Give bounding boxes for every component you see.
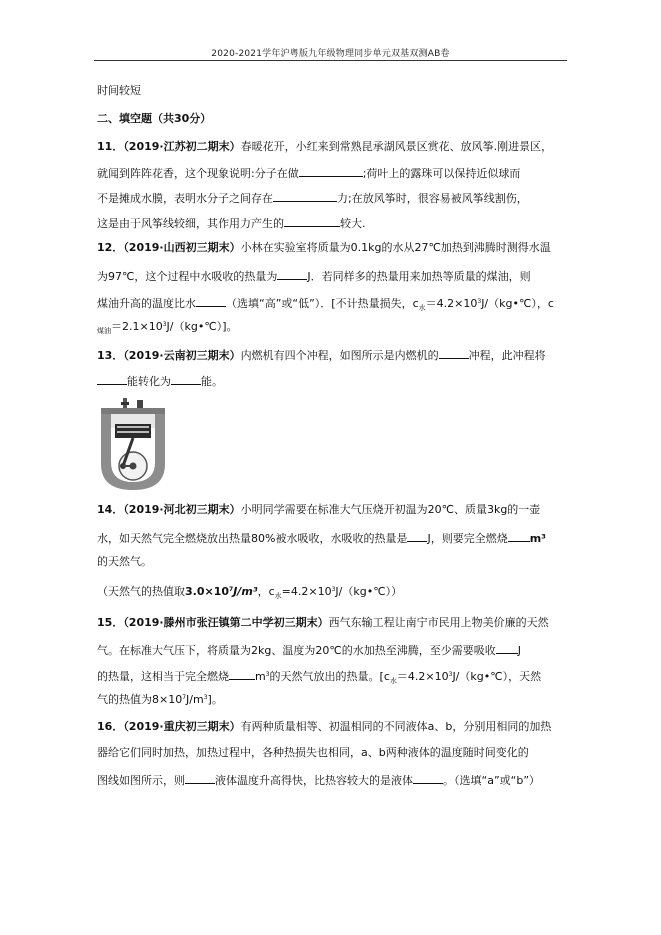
q15-line3 <box>97 668 541 686</box>
q16-line1 <box>97 720 551 734</box>
superscript: 3 <box>477 298 482 305</box>
carryover-text: 时间较短 <box>97 84 141 97</box>
q11-text: 春暖花开，小红来到常熟昆承湖风景区赏花、放风筝.刚进景区， <box>240 140 553 153</box>
q11-line4 <box>97 215 366 231</box>
q15-text: 气。在标准大气压下，将质量为2kg、温度为20℃的水加热至沸腾，至少需要吸收 <box>97 644 496 657</box>
answer-blank[interactable] <box>229 668 255 680</box>
answer-blank[interactable] <box>284 215 340 227</box>
subscript: 水 <box>389 677 397 685</box>
q15-text: 的热量，这相当于完全燃烧 <box>97 670 229 683</box>
q15-text: ]。 <box>207 693 223 706</box>
q11-text: 力;在放风筝时，很容易被风筝线割伤， <box>337 192 528 205</box>
answer-blank[interactable] <box>171 373 201 385</box>
q14-text: 小明同学需要在标准大气压烧开初温为20℃、质量3kg的一壶 <box>240 503 541 516</box>
q11-line1 <box>97 140 552 154</box>
q14-text: （天然气的热值取 <box>97 585 185 598</box>
q12-text: 小林在实验室将质量为0.1kg的水从27℃加热到沸腾时测得水温 <box>240 241 551 254</box>
q11-line2 <box>97 165 520 181</box>
q15-text: J <box>517 644 521 657</box>
q16-source: （2019·重庆初三期末） <box>123 720 241 733</box>
q13-number: 13． <box>97 349 124 362</box>
q12-text: J/（kg•℃），c <box>481 297 554 310</box>
q14-line2 <box>97 530 546 546</box>
q15-source: （2019·滕州市张汪镇第二中学初三期末） <box>123 616 329 629</box>
q11-text: 不是摊成水膜，表明水分子之间存在 <box>97 192 273 205</box>
q14-source: （2019·河北初三期末） <box>123 503 241 516</box>
q15-line1 <box>97 616 549 630</box>
q15-line4 <box>97 693 223 709</box>
q16-number: 16． <box>97 720 124 733</box>
q12-line4 <box>97 320 237 336</box>
q15-line2 <box>97 642 521 658</box>
q12-line3 <box>97 295 554 313</box>
answer-blank[interactable] <box>97 373 127 385</box>
q15-text: 气的热值为8×10 <box>97 693 183 706</box>
q15-text: J/（kg•℃），天然 <box>452 670 542 683</box>
subscript: 水 <box>274 592 282 600</box>
q12-line1 <box>97 241 551 255</box>
q16-line2: 器给它们同时加热，加热过程中，各种热损失也相同，a、b两种液体的温度随时间变化的 <box>97 746 529 759</box>
q16-text: 有两种质量相等、初温相同的不同液体a、b，分别用相同的加热 <box>240 720 552 733</box>
q13-line2 <box>97 373 223 389</box>
superscript: 7 <box>182 694 187 701</box>
answer-blank[interactable] <box>299 165 363 177</box>
answer-blank[interactable] <box>496 642 518 654</box>
superscript: 3 <box>265 671 270 678</box>
answer-blank[interactable] <box>185 772 215 784</box>
q14-line4 <box>97 585 402 601</box>
q15-text: ＝4.2×10 <box>396 670 449 683</box>
q14-text: J/（kg•℃）） <box>335 585 403 598</box>
q15-text: m <box>255 670 266 683</box>
q14-text: ，c <box>257 585 275 598</box>
q13-line1 <box>97 347 546 363</box>
q14-number: 14． <box>97 503 124 516</box>
q12-text: ＝2.1×10 <box>111 320 163 333</box>
q11-source: （2019·江苏初二期末） <box>123 140 241 153</box>
q15-text: 的天然气放出的热量。[c <box>269 670 390 683</box>
q14-text: 水，如天然气完全燃烧放出热量80%被水吸收，水吸收的热量是 <box>97 532 408 545</box>
subscript: 煤油 <box>97 327 111 335</box>
superscript: 7 <box>229 586 234 593</box>
answer-blank[interactable] <box>439 347 469 359</box>
superscript: 3 <box>162 321 167 328</box>
answer-blank[interactable] <box>407 530 427 542</box>
q14-text: J，则要完全燃烧 <box>427 532 508 545</box>
q11-text: 就闻到阵阵花香，这个现象说明:分子在做 <box>97 167 299 180</box>
q11-number: 11． <box>97 140 124 153</box>
q15-text: J/m <box>186 693 204 706</box>
superscript: 3 <box>203 694 208 701</box>
q13-text: 能转化为 <box>127 375 171 388</box>
subscript: 水 <box>418 304 426 312</box>
q16-text: 液体温度升高得快，比热容较大的是液体 <box>215 774 413 787</box>
q12-text: ＝4.2×10 <box>425 297 478 310</box>
q13-text: 能。 <box>201 375 223 388</box>
q11-text: 这是由于风筝线较细，其作用力产生的 <box>97 217 284 230</box>
answer-blank[interactable] <box>196 295 226 307</box>
q13-text: 冲程，此冲程将 <box>468 349 546 362</box>
q15-text: 西气东输工程让南宁市民用上物美价廉的天然 <box>328 616 549 629</box>
q14-line3: 的天然气。 <box>97 555 152 568</box>
q14-line1 <box>97 503 540 517</box>
q12-text: （选填“高”或“低”）．[不计热量损失，c <box>226 297 419 310</box>
q13-source: （2019·云南初三期末） <box>123 349 241 362</box>
answer-blank[interactable] <box>273 190 337 202</box>
answer-blank[interactable] <box>413 772 443 784</box>
superscript: 3 <box>448 671 453 678</box>
q11-text: ;荷叶上的露珠可以保持近似球而 <box>362 167 521 180</box>
q16-line3 <box>97 772 540 788</box>
q12-text: 为97℃，这个过程中水吸收的热量为 <box>97 270 278 283</box>
engine-cylinder-figure <box>97 396 169 492</box>
answer-blank[interactable] <box>508 530 530 542</box>
q14-text: =4.2×10 <box>281 585 332 598</box>
answer-blank[interactable] <box>277 268 307 280</box>
page-header: 2020-2021学年沪粤版九年级物理同步单元双基双测AB卷 <box>211 49 450 59</box>
q16-text: 图线如图所示，则 <box>97 774 185 787</box>
q11-line3 <box>97 190 528 206</box>
q12-source: （2019·山西初三期末） <box>123 241 241 254</box>
q11-text: 较大. <box>340 217 366 230</box>
q13-text: 内燃机有四个冲程，如图所示是内燃机的 <box>240 349 439 362</box>
q12-text: J．若同样多的热量用来加热等质量的煤油，则 <box>307 270 531 283</box>
q12-number: 12． <box>97 241 124 254</box>
q15-number: 15． <box>97 616 124 629</box>
q12-text: J/（kg•℃）]。 <box>166 320 238 333</box>
q12-line2 <box>97 268 531 284</box>
heat-value: 3.0×10 <box>185 585 230 598</box>
unit-label: J/m³ <box>233 585 258 598</box>
q16-text: 。（选填“a”或“b”） <box>443 774 541 787</box>
header-rule <box>94 60 567 61</box>
section-title: 二、填空题（共30分） <box>97 112 212 125</box>
unit-label: m³ <box>529 532 546 545</box>
superscript: 3 <box>331 586 336 593</box>
q12-text: 煤油升高的温度比水 <box>97 297 196 310</box>
